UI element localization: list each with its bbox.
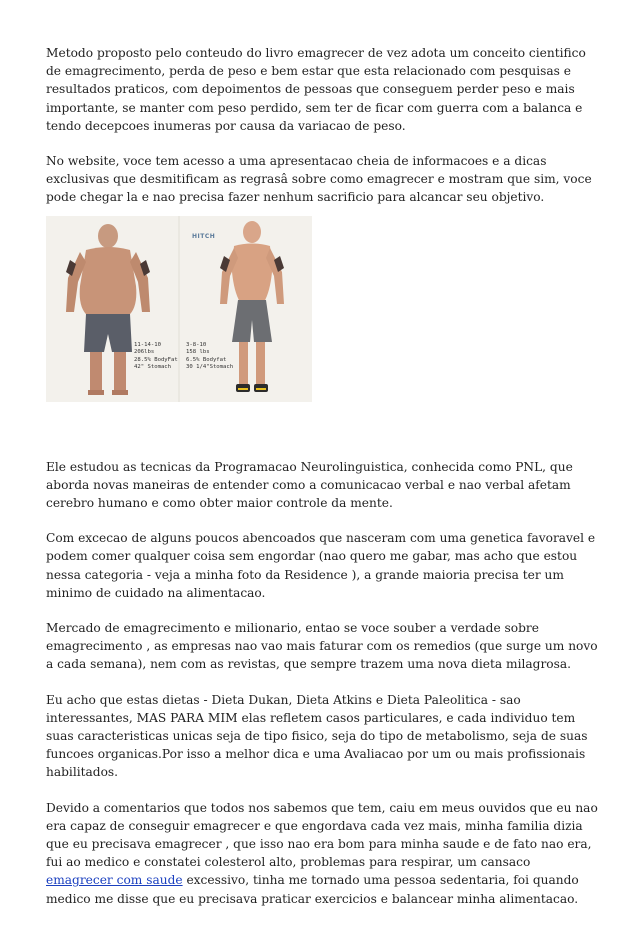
paragraph-website: No website, voce tem acesso a uma apresentacao cheia de informacoes e a dicas exclusivas que desmitificam as regrasâ sobre como emagrecer e mostram que sim, voce pode chegar la e nao precisa fazer nenhum sacrificio para alcancar seu objetivo. — [46, 154, 592, 205]
before-caption: 11-14-10 206lbs 28.5% BodyFat 42" Stomach — [134, 341, 178, 371]
emagrecer-com-saude-link[interactable]: emagrecer com saude — [46, 873, 183, 888]
after-caption: 3-8-10 158 lbs 6.5% Bodyfat 30 1/4"Stomach — [186, 341, 234, 371]
paragraph-comments — [46, 799, 598, 908]
paragraph-market: Mercado de emagrecimento e milionario, entao se voce souber a verdade sobre emagrecimento , as empresas nao vao mais faturar com os remedios (que surge um novo a cada semana), nem com as revistas, que sempre trazem uma nova dieta milagrosa. — [46, 621, 598, 672]
before-after-illustration — [46, 216, 312, 402]
before-after-photo — [46, 216, 312, 402]
document-body — [46, 44, 598, 925]
paragraph-diets: Eu acho que estas dietas - Dieta Dukan, Dieta Atkins e Dieta Paleolitica - sao interessantes, MAS PARA MIM elas refletem casos particulares, e cada individuo tem suas caracteristicas unicas seja de tipo fisico, seja do tipo de metabolismo, seja de suas funcoes organicas.Por isso a melhor dica e uma Avaliacao por um ou mais profissionais habilitados. — [46, 692, 588, 780]
paragraph-genetics: Com excecao de alguns poucos abencoados que nasceram com uma genetica favoravel e podem comer qualquer coisa sem engordar (nao quero me gabar, mas acho que estou nessa categoria - veja a minha foto da Residence ), a grande maioria precisa ter um minimo de cuidado na alimentacao. — [46, 531, 596, 600]
paragraph-pnl: Ele estudou as tecnicas da Programacao Neurolinguistica, conhecida como PNL, que aborda novas maneiras de entender como a comunicacao verbal e nao verbal afetam cerebro humano e como obter maior controle da mente. — [46, 459, 573, 511]
spacer — [46, 402, 598, 458]
paragraph-comments-start: Devido a comentarios que todos nos sabemos que tem, caiu em meus ouvidos que eu nao era capaz de conseguir emagrecer e que engordava cada vez mais, minha familia dizia que eu precisava emagrecer , que isso nao era bom para minha saude e de fato nao era, fui ao medico e constatei colesterol alto, problemas para respirar, um cansaco — [46, 800, 598, 870]
paragraph-comments-end: excessivo, tinha me tornado uma pessoa sedentaria, foi quando medico me disse que eu precisava praticar exercicios e balancear minha alimentacao. — [46, 873, 579, 906]
photo-watermark-logo: HITCH — [192, 232, 216, 240]
paragraph-intro: Metodo proposto pelo conteudo do livro emagrecer de vez adota um conceito cientifico de emagrecimento, perda de peso e bem estar que esta relacionado com pesquisas e resultados praticos, com depoimentos de pessoas que conseguem perder peso e mais importante, se manter com peso perdido, sem ter de ficar com guerra com a balanca e tendo decepcoes inumeras por causa da variacao de peso. — [46, 46, 586, 133]
